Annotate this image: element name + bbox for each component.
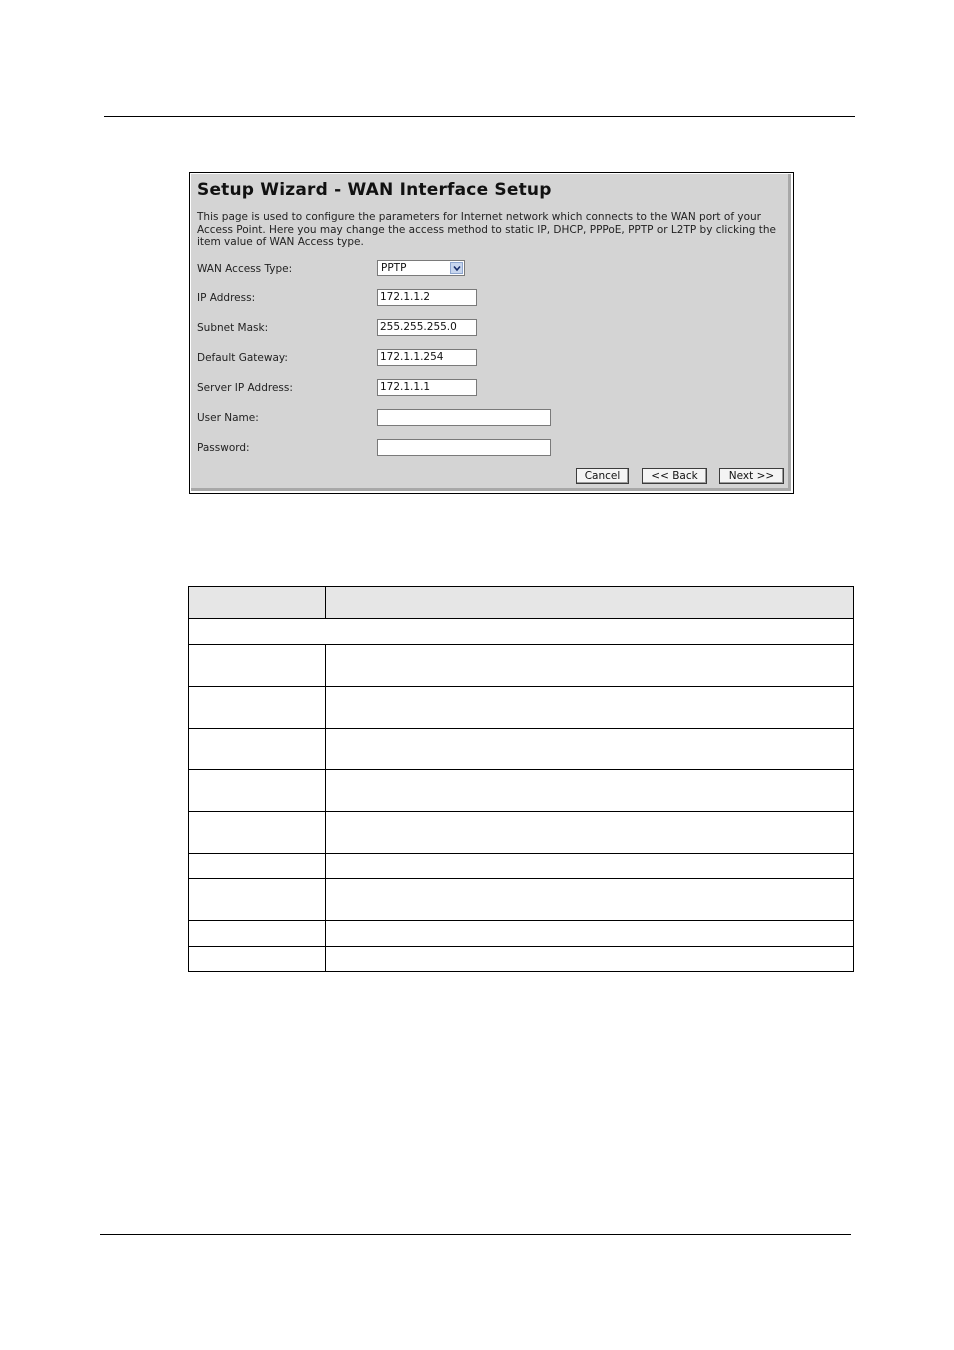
table-row [189,729,854,770]
field-description-table [188,586,854,972]
table-cell [189,921,326,947]
cancel-button[interactable]: Cancel [576,468,629,484]
page-description: This page is used to configure the parameters for Internet network which connects to the WAN port of your Access Point. Here you may change the access method to static IP, DHCP, PPPoE, PPTP or L2TP by clicking the item value of WAN Access type. [197,211,777,248]
wan-access-type-label: WAN Access Type: [197,263,293,275]
subnet-mask-input[interactable]: 255.255.255.0 [377,319,477,336]
table-cell [326,645,854,687]
password-input[interactable] [377,439,551,456]
table-section-row [189,619,854,645]
subnet-mask-label: Subnet Mask: [197,322,269,334]
table-row [189,812,854,854]
table-header-cell [189,587,326,619]
ip-address-label: IP Address: [197,292,256,304]
table-cell [189,812,326,854]
table-cell [326,770,854,812]
default-gateway-label: Default Gateway: [197,352,288,364]
table-cell [326,729,854,770]
chevron-down-icon [453,265,461,272]
table-cell [189,947,326,972]
user-name-label: User Name: [197,412,259,424]
table-cell [326,947,854,972]
ip-address-input[interactable]: 172.1.1.2 [377,289,477,306]
table-row [189,879,854,921]
table-row [189,645,854,687]
wan-access-type-select[interactable] [377,260,465,276]
back-button[interactable]: << Back [642,468,707,484]
next-button[interactable]: Next >> [719,468,784,484]
server-ip-address-input[interactable]: 172.1.1.1 [377,379,477,396]
table-header-cell [326,587,854,619]
wan-access-type-value: PPTP [381,262,407,274]
table-cell [189,645,326,687]
header-rule [104,116,855,117]
table-row [189,854,854,879]
table-header-row [189,587,854,619]
wizard-screenshot [189,172,794,494]
table-cell [326,812,854,854]
wizard-panel [191,174,791,491]
user-name-input[interactable] [377,409,551,426]
table-cell [189,770,326,812]
table-cell [189,687,326,729]
table-cell [326,879,854,921]
table-cell [326,687,854,729]
table-cell [326,854,854,879]
table-cell [326,921,854,947]
table-row [189,947,854,972]
table-row [189,770,854,812]
page-title: Setup Wizard - WAN Interface Setup [197,180,552,200]
server-ip-address-label: Server IP Address: [197,382,293,394]
footer-rule [100,1234,851,1235]
default-gateway-input[interactable]: 172.1.1.254 [377,349,477,366]
dropdown-button[interactable] [450,262,463,274]
table-cell [189,729,326,770]
table-section-cell [189,619,854,645]
table-cell [189,879,326,921]
table-row [189,687,854,729]
password-label: Password: [197,442,250,454]
table-cell [189,854,326,879]
table-row [189,921,854,947]
